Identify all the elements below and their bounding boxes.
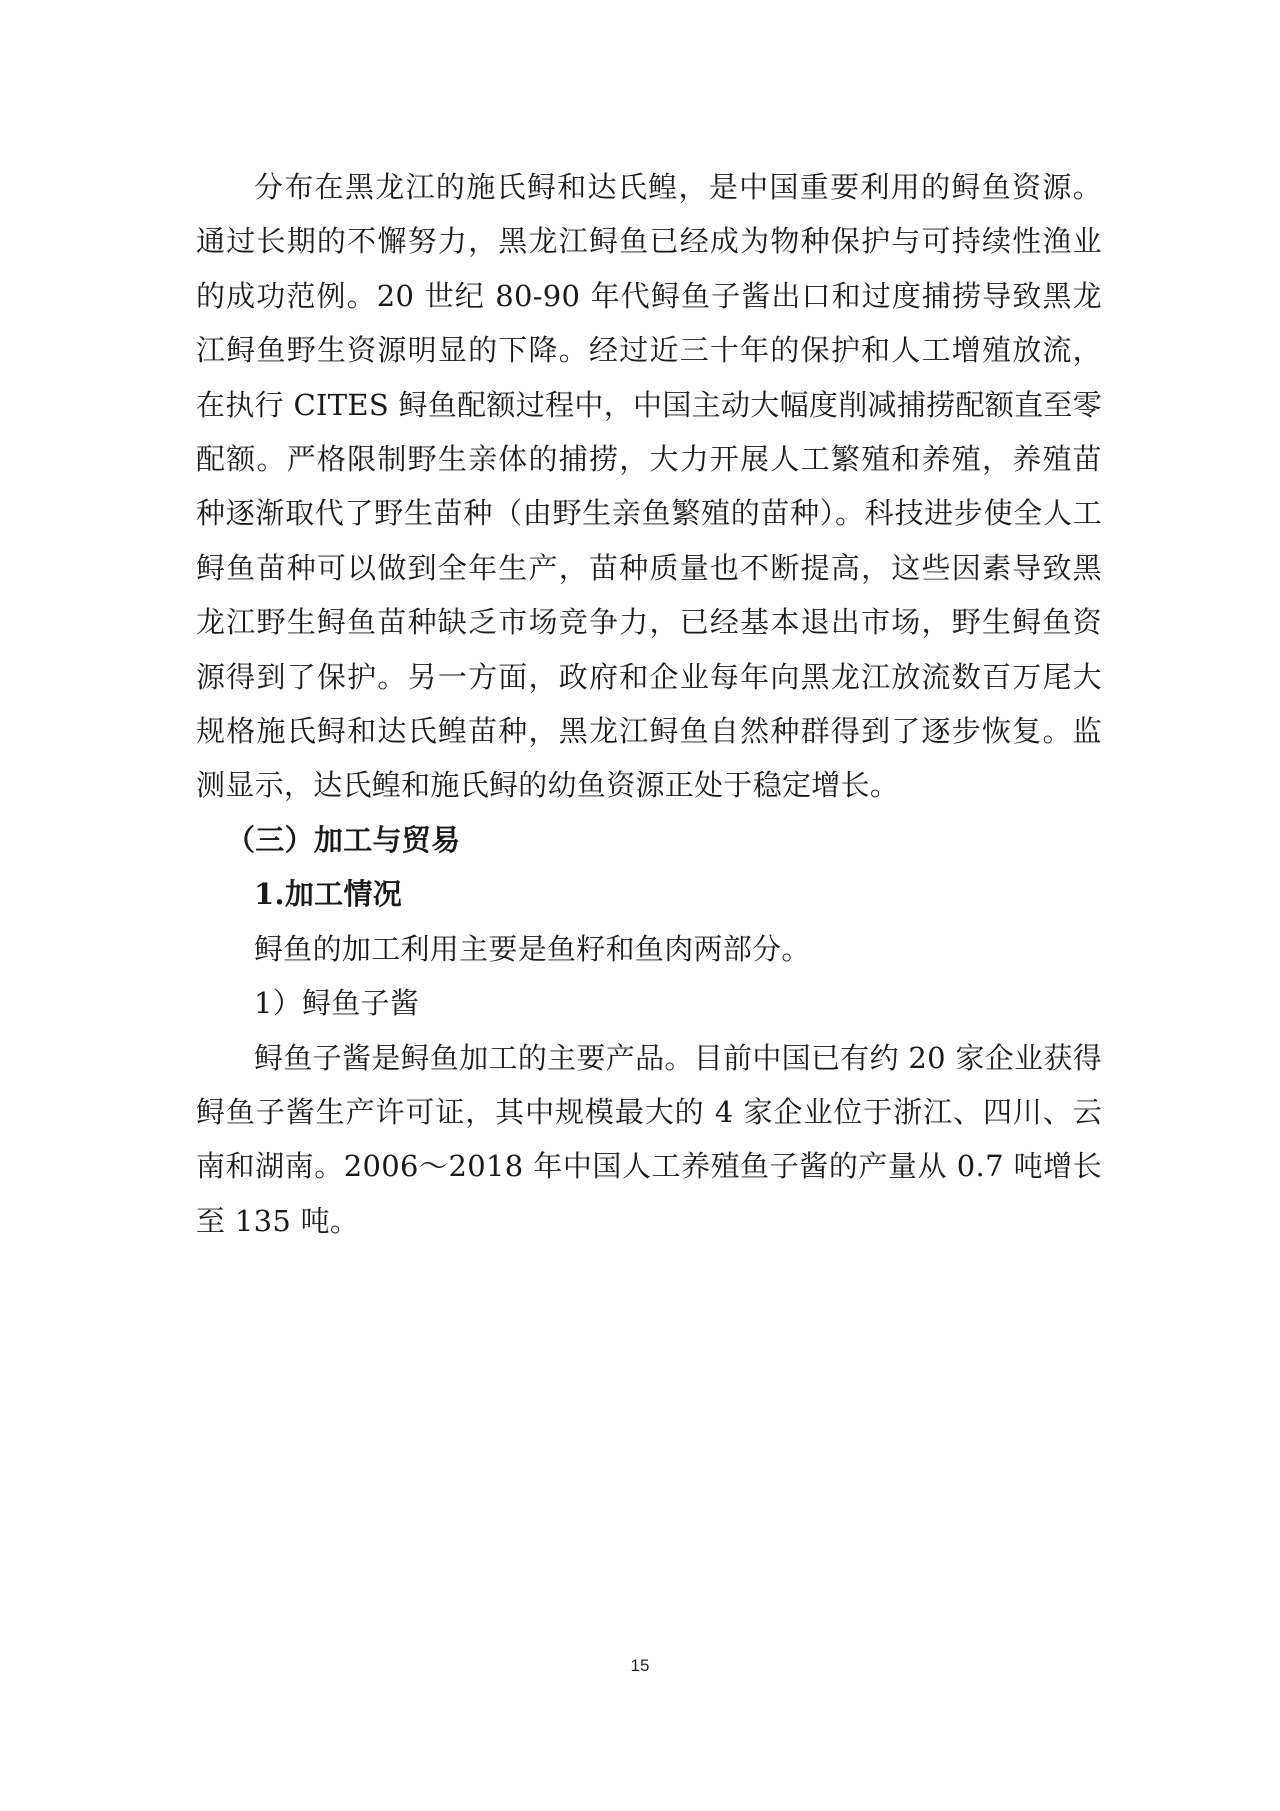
paragraph-processing-overview: 鲟鱼的加工利用主要是鱼籽和鱼肉两部分。 bbox=[254, 931, 811, 966]
body-text bbox=[196, 160, 1102, 1248]
paragraph-caviar-production: 鲟鱼子酱是鲟鱼加工的主要产品。目前中国已有约 20 家企业获得鲟鱼子酱生产许可证，其中规模最大的 4 家企业位于浙江、四川、云南和湖南。2006～2018 年中国人工养殖鱼子酱的产量从 0.7 吨增长至 135 吨。 bbox=[196, 1040, 1102, 1238]
subsection-heading-processing: 1.加工情况 bbox=[254, 877, 403, 912]
page-number: 15 bbox=[630, 1656, 650, 1675]
subitem-caviar: 1）鲟鱼子酱 bbox=[254, 986, 420, 1021]
section-heading-processing-and-trade: （三）加工与贸易 bbox=[226, 822, 461, 857]
paragraph-amur-sturgeon-conservation: 分布在黑龙江的施氏鲟和达氏鳇，是中国重要利用的鲟鱼资源。通过长期的不懈努力，黑龙江鲟鱼已经成为物种保护与可持续性渔业的成功范例。20 世纪 80-90 年代鲟鱼子酱出口和过度捕捞导致黑龙江鲟鱼野生资源明显的下降。经过近三十年的保护和人工增殖放流，在执行 CITES 鲟鱼配额过程中，中国主动大幅度削减捕捞配额直至零配额。严格限制野生亲体的捕捞，大力开展人工繁殖和养殖，养殖苗种逐渐取代了野生苗种（由野生亲鱼繁殖的苗种）。科技进步使全人工鲟鱼苗种可以做到全年生产，苗种质量也不断提高，这些因素导致黑龙江野生鲟鱼苗种缺乏市场竞争力，已经基本退出市场，野生鲟鱼资源得到了保护。另一方面，政府和企业每年向黑龙江放流数百万尾大规格施氏鲟和达氏鳇苗种，黑龙江鲟鱼自然种群得到了逐步恢复。监测显示，达氏鳇和施氏鲟的幼鱼资源正处于稳定增长。 bbox=[196, 170, 1102, 803]
